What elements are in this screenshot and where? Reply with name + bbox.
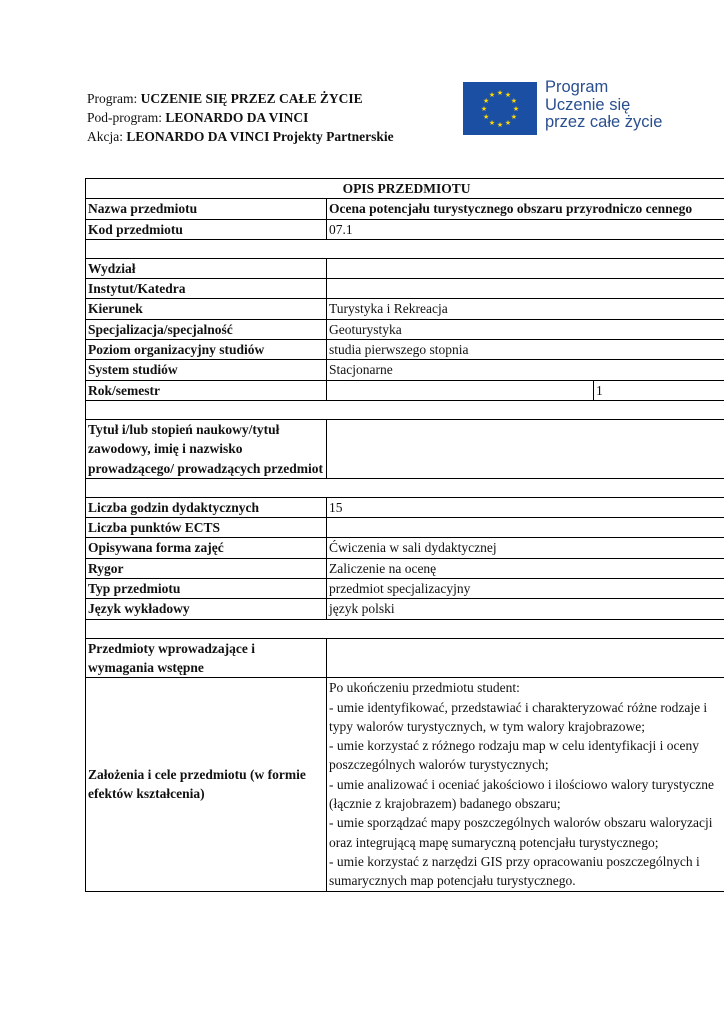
course-description-table [85, 178, 724, 892]
table-row [86, 638, 724, 678]
blank-row [86, 239, 724, 258]
rygor-label: Rygor [86, 558, 327, 578]
kod-value: 07.1 [327, 219, 724, 239]
godziny-value: 15 [327, 497, 724, 517]
eu-stars-icon [463, 82, 537, 135]
kod-label: Kod przedmiotu [86, 219, 327, 239]
specjalizacja-value: Geoturystyka [327, 319, 724, 339]
instytut-label: Instytut/Katedra [86, 279, 327, 299]
ects-label: Liczba punktów ECTS [86, 518, 327, 538]
table-row [86, 258, 724, 278]
action-label: Akcja: [87, 129, 127, 144]
table-row [86, 299, 724, 319]
rygor-value: Zaliczenie na ocenę [327, 558, 724, 578]
subprogram-value: LEONARDO DA VINCI [165, 110, 309, 125]
table-row [86, 360, 724, 380]
blank-row [86, 619, 724, 638]
prowadzacy-value [327, 419, 724, 478]
logo-line-1: Program [545, 78, 609, 96]
eu-star-icon: ★ [483, 113, 490, 121]
program-label: Program: [87, 91, 141, 106]
typ-label: Typ przedmiotu [86, 579, 327, 599]
blank-row [86, 400, 724, 419]
poziom-label: Poziom organizacyjny studiów [86, 340, 327, 360]
table-row [86, 497, 724, 517]
action-value: LEONARDO DA VINCI Projekty Partnerskie [126, 129, 394, 144]
nazwa-value: Ocena potencjału turystycznego obszaru przyrodniczo cennego [327, 199, 724, 219]
eu-star-icon: ★ [496, 89, 504, 97]
eu-star-icon: ★ [496, 121, 504, 129]
kierunek-value: Turystyka i Rekreacja [327, 299, 724, 319]
subprogram-label: Pod-program: [87, 110, 166, 125]
table-row [86, 579, 724, 599]
table-row [86, 538, 724, 558]
eu-star-icon: ★ [483, 97, 490, 105]
prowadzacy-label: Tytuł i/lub stopień naukowy/tytuł zawodowy, imię i nazwisko prowadzącego/ prowadzących przedmiot [86, 419, 327, 478]
instytut-value [327, 279, 724, 299]
rok-label: Rok/semestr [86, 380, 327, 400]
blank-row [86, 478, 724, 497]
eu-star-icon: ★ [510, 97, 517, 105]
eu-star-icon: ★ [510, 113, 517, 121]
godziny-label: Liczba godzin dydaktycznych [86, 497, 327, 517]
kierunek-label: Kierunek [86, 299, 327, 319]
table-row [86, 199, 724, 219]
wydzial-value [327, 258, 724, 278]
typ-value: przedmiot specjalizacyjny [327, 579, 724, 599]
program-value: UCZENIE SIĘ PRZEZ CAŁE ŻYCIE [140, 91, 363, 106]
poziom-value: studia pierwszego stopnia [327, 340, 724, 360]
logo-line-2: Uczenie się [545, 95, 631, 114]
eu-star-icon: ★ [488, 91, 496, 100]
table-title: OPIS PRZEDMIOTU [86, 179, 724, 199]
table-row [86, 419, 724, 478]
program-header [87, 89, 394, 146]
forma-value: Ćwiczenia w sali dydaktycznej [327, 538, 724, 558]
table-row [86, 599, 724, 619]
cele-value [327, 678, 724, 891]
table-row [86, 340, 724, 360]
wymagania-value [327, 638, 724, 678]
semestr-value: 1 [596, 382, 603, 398]
table-row [86, 558, 724, 578]
specjalizacja-label: Specjalizacja/specjalność [86, 319, 327, 339]
table-title-row [86, 179, 724, 199]
system-value: Stacjonarne [327, 360, 724, 380]
cele-line: - umie identyfikować, przedstawiać i charakteryzować różne rodzaje i typy walorów turystycznych, w tym walory krajobrazowe; [329, 699, 708, 734]
eu-star-icon: ★ [512, 105, 520, 113]
eu-program-logo [463, 79, 681, 135]
table-row [86, 380, 724, 400]
table-row [86, 518, 724, 538]
logo-text [545, 79, 662, 132]
eu-star-icon: ★ [504, 91, 512, 100]
wydzial-label: Wydział [86, 258, 327, 278]
cell-divider [593, 381, 594, 400]
jezyk-label: Język wykładowy [86, 599, 327, 619]
forma-label: Opisywana forma zajęć [86, 538, 327, 558]
nazwa-label: Nazwa przedmiotu [86, 199, 327, 219]
system-label: System studiów [86, 360, 327, 380]
action-line [87, 127, 394, 146]
cele-line: - umie analizować i oceniać jakościowo i ilościowo walory turystyczne (łącznie z krajobrazem) badanego obszaru; [329, 776, 714, 812]
table-row [86, 219, 724, 239]
eu-star-icon: ★ [488, 118, 496, 127]
wymagania-label: Przedmioty wprowadzające i wymagania wstępne [86, 638, 327, 678]
cele-line: - umie korzystać z różnego rodzaju map w celu identyfikacji i oceny poszczególnych walorów turystycznych; [329, 738, 699, 773]
cele-line: Po ukończeniu przedmiotu student: [329, 680, 520, 696]
jezyk-value: język polski [327, 599, 724, 619]
program-line [87, 89, 394, 108]
cele-line: - umie korzystać z narzędzi GIS przy opracowaniu poszczególnych i sumarycznych map potencjału turystycznego. [329, 853, 700, 889]
eu-flag-icon [463, 82, 537, 135]
eu-star-icon: ★ [504, 118, 512, 127]
logo-line-3: przez całe życie [545, 113, 663, 131]
table-row [86, 279, 724, 299]
table-row [86, 678, 724, 891]
ects-value [327, 518, 724, 538]
rok-semestr-cell [327, 380, 724, 400]
table-row [86, 319, 724, 339]
cele-line: - umie sporządzać mapy poszczególnych walorów obszaru waloryzacji oraz integrującą mapę sumaryczną potencjału turystycznego; [329, 815, 713, 850]
eu-star-icon: ★ [480, 105, 488, 113]
subprogram-line [87, 108, 394, 127]
cele-label: Założenia i cele przedmiotu (w formie efektów kształcenia) [86, 678, 327, 891]
